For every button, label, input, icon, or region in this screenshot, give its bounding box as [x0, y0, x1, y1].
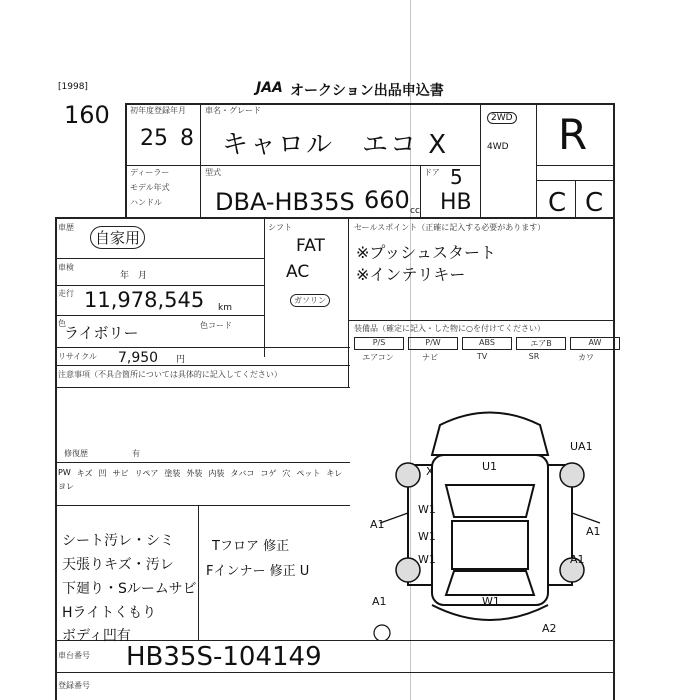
grid-label: 外装	[186, 469, 203, 478]
model-code: DBA-HB35S	[215, 188, 355, 216]
cc-unit: cc	[410, 206, 420, 216]
drive-2wd: 2WD	[487, 112, 517, 124]
year-tag: [1998]	[58, 82, 88, 92]
dealer-label: ディーラー	[130, 168, 170, 177]
equipment-headers	[354, 337, 620, 350]
sales-point-1: ※プッシュスタート	[356, 243, 496, 262]
model-label: 型式	[205, 168, 221, 177]
diagram-mark: A1	[370, 518, 385, 531]
recycle-value: 7,950	[118, 350, 159, 366]
grid-label: リペア	[134, 469, 159, 478]
use-label: 車歴	[58, 223, 74, 232]
equipment-header: ABS	[462, 337, 512, 350]
displacement: 660	[364, 186, 410, 214]
reg-no-label: 登録番号	[58, 681, 90, 690]
inspection-grid	[58, 468, 348, 492]
grid-label: 凹	[98, 469, 107, 478]
right-note-2: Fインナー 修正 U	[206, 564, 310, 579]
form-title: オークション出品申込書	[290, 83, 444, 99]
equipment-header: エアB	[516, 337, 566, 350]
grid-label: 塗装	[164, 469, 181, 478]
grid-label: PW	[58, 468, 71, 477]
diagram-mark: X	[426, 465, 434, 478]
equipment-header: P/W	[408, 337, 458, 350]
diagram-mark: U1	[482, 460, 498, 473]
equipment-header: P/S	[354, 337, 404, 350]
diagram-mark: W1	[418, 503, 436, 516]
diagram-mark: W1	[418, 553, 436, 566]
inspection-value: 年 月	[120, 271, 148, 281]
name-grade-label: 車名・グレード	[205, 106, 261, 115]
equipment-value: TV	[476, 352, 488, 361]
doors-label: ドア	[424, 168, 440, 177]
grid-label: サビ	[112, 469, 129, 478]
logo: JAA	[256, 80, 283, 96]
note-line-5: ボディ凹有	[62, 628, 131, 644]
diagram-mark: A2	[542, 622, 557, 635]
grid-label: コゲ	[260, 469, 277, 478]
car-roof	[452, 521, 528, 569]
repair-history-value: 有	[132, 449, 140, 458]
grid-label: ペット	[296, 469, 321, 478]
note-line-4: Hライトくもり	[62, 605, 157, 621]
recycle-label: リサイクル	[58, 352, 97, 361]
interior-grade: C	[585, 188, 604, 218]
km-unit: km	[218, 303, 232, 313]
grid-label: キズ	[76, 469, 93, 478]
shift-label: シフト	[268, 223, 292, 232]
equipment-values	[354, 352, 610, 363]
drive-4wd: 4WD	[487, 142, 509, 152]
mark-arrow	[572, 513, 600, 523]
reg-month: 8	[180, 126, 194, 151]
fuel-value: ガソリン	[290, 294, 330, 307]
grid-label: キレ	[326, 469, 343, 478]
note-line-1: シート汚レ・シミ	[62, 533, 174, 549]
grid-label: タバコ	[230, 469, 255, 478]
equipment-label: 装備品（確定に記入・した物に○を付けてください）	[354, 324, 545, 333]
wheel-front-left	[396, 463, 420, 487]
diagram-mark: A1	[586, 525, 601, 538]
front-windshield	[446, 485, 534, 517]
yen-unit: 円	[176, 355, 186, 365]
equipment-value: カワ	[578, 353, 594, 362]
wheel-rear-left	[396, 558, 420, 582]
color-code-label: 色コード	[200, 321, 232, 330]
exterior-grade: C	[548, 188, 567, 218]
use-value: 自家用	[90, 226, 145, 249]
chassis-label: 車台番号	[58, 651, 90, 660]
lot-number: 160	[64, 101, 110, 129]
grid-label: ヨレ	[58, 482, 74, 491]
diagram-mark: W1	[418, 530, 436, 543]
mileage-value: 11,978,545	[84, 288, 205, 312]
door-count: 5	[450, 165, 463, 189]
equipment-header: AW	[570, 337, 620, 350]
grade-letter: R	[558, 110, 588, 159]
notes-label: 注意事項（不具合箇所については具体的に記入してください）	[58, 370, 282, 379]
equipment-value: ナビ	[422, 353, 438, 362]
right-note-1: Tフロア 修正	[212, 539, 290, 554]
chassis-value: HB35S-104149	[126, 642, 322, 672]
diagram-mark: A1	[570, 553, 585, 566]
inspection-label: 車検	[58, 263, 74, 272]
first-reg-label: 初年度登録年月	[130, 106, 186, 115]
inspector-stamp	[374, 625, 390, 640]
body-type: HB	[440, 190, 472, 215]
equipment-value: SR	[528, 352, 540, 361]
equipment-value: エアコン	[362, 353, 394, 362]
color-value: ライボリー	[64, 324, 139, 342]
model-year-label: モデル年式	[130, 183, 170, 192]
grid-label: 穴	[282, 469, 291, 478]
rear-window	[446, 571, 534, 595]
reg-year: 25	[140, 126, 168, 151]
grid-label: 内装	[208, 469, 225, 478]
note-line-3: 下廻り・Sルームサビ	[62, 581, 197, 597]
diagram-mark: UA1	[570, 440, 593, 453]
diagram-mark: W1	[482, 595, 500, 608]
note-line-2: 天張りキズ・汚レ	[62, 557, 174, 573]
ac-value: AC	[286, 262, 310, 282]
sales-point-2: ※インテリキー	[356, 265, 466, 284]
sales-points-label: セールスポイント（正確に記入する必要があります）	[354, 223, 546, 232]
car-damage-diagram	[370, 395, 610, 640]
diagram-mark: A1	[372, 595, 387, 608]
handle-label: ハンドル	[130, 198, 162, 207]
car-roof-front	[432, 413, 548, 456]
color-label: 色	[58, 319, 66, 328]
shift-value: FAT	[296, 236, 325, 256]
repair-history-label: 修復歴	[64, 449, 88, 458]
car-name: キャロル エコ X	[222, 130, 449, 160]
mileage-label: 走行	[58, 289, 74, 298]
wheel-front-right	[560, 463, 584, 487]
